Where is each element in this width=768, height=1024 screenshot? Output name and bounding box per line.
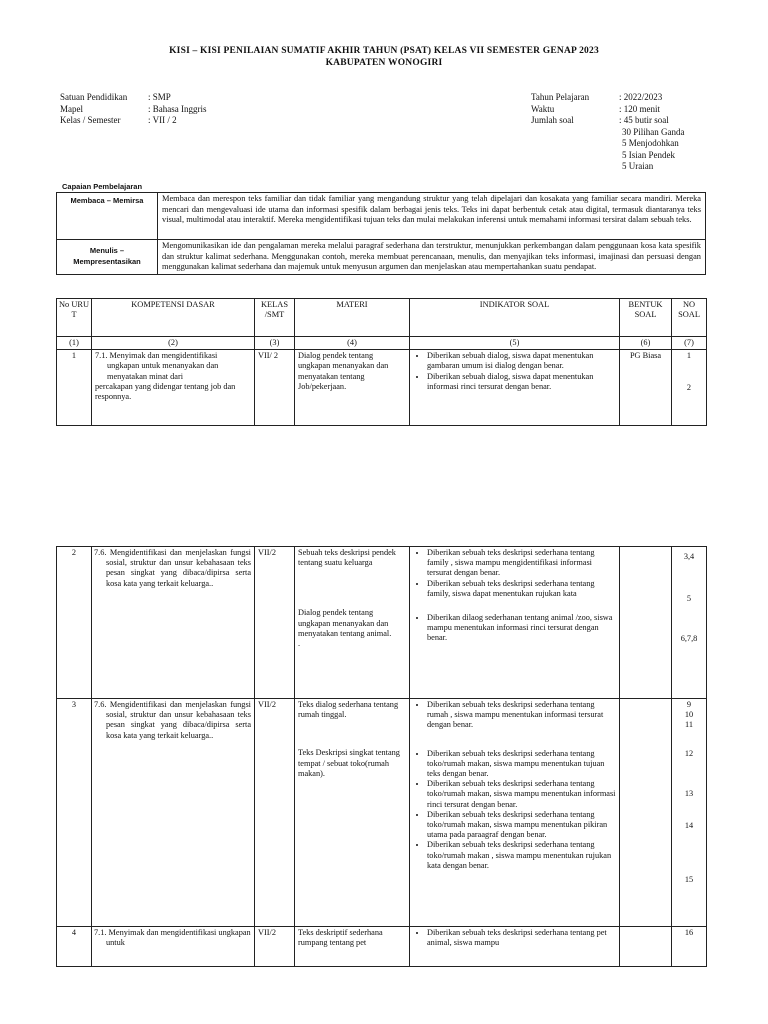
soal-number: 1 <box>686 351 692 361</box>
info-value: : SMP <box>148 92 171 102</box>
col-header-no: No URU T <box>57 299 92 337</box>
table-row <box>57 547 707 699</box>
col-header-indikator: INDIKATOR SOAL <box>410 299 620 337</box>
kd-text: 7.1. Menyimak dan mengidentifikasi ungkapan untuk menanyakan dan menyatakan minat dari <box>95 351 219 381</box>
soal-number: 9 <box>686 700 692 709</box>
indikator-item: • Diberikan sebuah dialog, siswa dapat menentukan gambaran umum isi dialog dengan benar. <box>427 351 616 371</box>
indikator-item: • Diberikan sebuah teks deskripsi sederhana tentang family , siswa mampu mengidentifikasi informasi tersurat dengan benar. <box>427 548 616 579</box>
info-label: Waktu <box>531 103 555 114</box>
info-label: Mapel <box>60 103 83 114</box>
materi-cell <box>295 547 410 699</box>
col-number: (6) <box>620 337 672 350</box>
info-value: : 45 butir soal <box>619 115 669 125</box>
soal-number: 11 <box>685 720 693 730</box>
indikator-item: • Diberikan sebuah teks deskripsi sederhana tentang pet animal, siswa mampu <box>427 928 616 948</box>
info-value: : 2022/2023 <box>619 92 663 102</box>
col-header-nosoal: NO SOAL <box>672 299 707 337</box>
soal-type: 5 Menjodohkan <box>622 138 679 148</box>
table-row <box>57 927 707 967</box>
indikator-item: • Diberikan sebuah teks deskripsi sederhana tentang rumah , siswa mampu menentukan informasi tersurat dengan benar. <box>427 700 616 731</box>
indikator-item: • Diberikan sebuah teks deskripsi sederhana tentang toko/rumah makan, siswa mampu menentukan pikiran utama pada paraagraf dengan benar. <box>427 810 616 841</box>
table-colnum-row <box>57 337 707 350</box>
capaian-row <box>57 240 706 275</box>
soal-number: 2 <box>686 383 692 393</box>
col-number: (1) <box>57 337 92 350</box>
soal-number: 15 <box>684 875 694 885</box>
row-number: 1 <box>57 350 92 426</box>
indikator-item: • Diberikan sebuah teks deskripsi sederhana tentang family, siswa dapat menentukan rujukan kata <box>427 579 616 599</box>
document-subtitle: KABUPATEN WONOGIRI <box>325 58 443 68</box>
soal-number: 6,7,8 <box>680 634 698 644</box>
bentuk-cell <box>620 699 672 927</box>
materi-text: Teks Deskripsi singkat tentang tempat / sebuat toko(rumah makan). <box>298 748 400 778</box>
col-header-kd: KOMPETENSI DASAR <box>92 299 255 337</box>
info-value: : Bahasa Inggris <box>148 103 207 114</box>
kisi-table <box>56 298 707 426</box>
soal-number: 12 <box>684 748 694 758</box>
nosoal-cell: 16 <box>672 927 707 967</box>
indikator-item: • Diberikan sebuah teks deskripsi sederhana tentang toko/rumah makan , siswa mampu menentukan rujukan kata dengan benar. <box>427 840 616 871</box>
indikator-cell <box>410 350 620 426</box>
kelas-cell: VII/2 <box>255 927 295 967</box>
indikator-item: • Diberikan sebuah teks deskripsi sederhana tentang toko/rumah makan, siswa mampu menentukan informasi rinci tersurat dengan benar. <box>427 779 616 810</box>
materi-text: Sebuah teks deskripsi pendek tentang suatu keluarga <box>298 548 396 568</box>
kd-cell: 7.1. Menyimak dan mengidentifikasi ungkapan untuk <box>92 927 255 967</box>
kelas-cell: VII/2 <box>255 699 295 927</box>
capaian-table <box>56 192 706 275</box>
indikator-item: • Diberikan sebuah teks deskripsi sederhana tentang toko/rumah makan, siswa mampu menentukan tujuan teks dengan benar. <box>427 749 616 780</box>
materi-text: . <box>298 639 301 649</box>
soal-type: 30 Pilihan Ganda <box>622 126 685 137</box>
soal-number: 14 <box>684 821 694 831</box>
col-number: (2) <box>92 337 255 350</box>
col-number: (3) <box>255 337 295 350</box>
col-header-bentuk: BENTUK SOAL <box>620 299 672 337</box>
kelas-cell: VII/ 2 <box>255 350 295 426</box>
kisi-table-continued <box>56 546 707 967</box>
col-number: (5) <box>410 337 620 350</box>
materi-text: Dialog pendek tentang ungkapan menanyakan dan menyatakan tentang animal. <box>298 608 392 638</box>
capaian-heading: Capaian Pembelajaran <box>62 182 143 191</box>
materi-text: Teks dialog sederhana tentang rumah tinggal. <box>298 700 399 720</box>
col-number: (7) <box>672 337 707 350</box>
indikator-cell <box>410 699 620 927</box>
capaian-text: Mengomunikasikan ide dan pengalaman mereka melalui paragraf sederhana dan terstruktur, menunjukkan perkembangan dalam penggunaan kosa kata spesifik dan struktur kalimat sederhana. Menggunakan contoh, mereka membuat perencanaan, menulis, dan menyajikan teks informasi, imajinasi dan persuasi dengan menggunakan kalimat sederhana dan majemuk untuk menyusun argumen dan menjelaskan atau mempertahankan suatu pendapat. <box>158 240 706 275</box>
row-number: 4 <box>57 927 92 967</box>
info-label: Satuan Pendidikan <box>60 92 128 102</box>
capaian-row <box>57 193 706 240</box>
bentuk-cell: PG Biasa <box>620 350 672 426</box>
materi-cell: Teks deskriptif sederhana rumpang tentang pet <box>295 927 410 967</box>
kd-cell <box>92 350 255 426</box>
kd-cell: 7.6. Mengidentifikasi dan menjelaskan fungsi sosial, struktur dan unsur kebahasaan teks pesan singkat yang dibaca/dipirsa serta kosa kata yang terkait keluarga.. <box>92 547 255 699</box>
info-label: Tahun Pelajaran <box>531 92 590 102</box>
kelas-cell: VII/2 <box>255 547 295 699</box>
row-number: 2 <box>57 547 92 699</box>
capaian-label: Membaca – Memirsa <box>57 193 158 240</box>
indikator-cell <box>410 927 620 967</box>
kd-cell: 7.6. Mengidentifikasi dan menjelaskan fungsi sosial, struktur dan unsur kebahasaan teks pesan singkat yang dibaca/dipirsa serta kosa kata yang terkait keluarga.. <box>92 699 255 927</box>
nosoal-cell <box>672 350 707 426</box>
table-row <box>57 699 707 927</box>
capaian-text: Membaca dan merespon teks familiar dan tidak familiar yang mengandung struktur yang telah dipelajari dan kosakata yang familiar secara mandiri. Mereka mencari dan mengevaluasi ide utama dan informasi spesifik dalam berbagai jenis teks. Teks ini dapat berbentuk cetak atau digital, termasuk diantaranya teks visual, multimodal atau interaktif. Mereka mengidentifikasi tujuan teks dan mulai melakukan inferensi untuk memahami informasi tersirat dalam sebuah teks. <box>158 193 706 240</box>
nosoal-cell <box>672 547 707 699</box>
soal-number: 10 <box>684 710 694 720</box>
indikator-item: • Diberikan sebuah dialog, siswa dapat menentukan informasi rinci tersurat dengan benar. <box>427 372 616 392</box>
table-header-row <box>57 299 707 337</box>
info-right <box>531 92 685 173</box>
col-header-materi: MATERI <box>295 299 410 337</box>
document-title: KISI – KISI PENILAIAN SUMATIF AKHIR TAHUN (PSAT) KELAS VII SEMESTER GENAP 2023 <box>169 46 599 56</box>
materi-cell <box>295 699 410 927</box>
bentuk-cell <box>620 547 672 699</box>
info-value: : VII / 2 <box>148 115 177 125</box>
col-header-kelas: KELAS /SMT <box>255 299 295 337</box>
table-row <box>57 350 707 426</box>
soal-number: 3,4 <box>683 552 695 561</box>
indikator-item: • Diberikan dilaog sederhanan tentang animal /zoo, siswa mampu menentukan informasi rinci tersurat dengan benar. <box>427 613 616 644</box>
info-value: : 120 menit <box>619 103 660 114</box>
col-number: (4) <box>295 337 410 350</box>
bentuk-cell <box>620 927 672 967</box>
soal-number: 5 <box>686 594 692 604</box>
capaian-label: Menulis – Mempresentasikan <box>57 240 158 275</box>
info-label: Jumlah soal <box>531 115 574 125</box>
soal-type: 5 Isian Pendek <box>622 149 675 160</box>
row-number: 3 <box>57 699 92 927</box>
info-label: Kelas / Semester <box>60 115 121 125</box>
soal-breakdown <box>531 127 685 173</box>
materi-cell: Dialog pendek tentang ungkapan menanyakan dan menyatakan tentang Job/pekerjaan. <box>295 350 410 426</box>
info-left <box>60 92 207 127</box>
kd-text: percakapan yang didengar tentang job dan responnya. <box>95 381 236 402</box>
nosoal-cell <box>672 699 707 927</box>
soal-number: 13 <box>684 788 694 798</box>
soal-type: 5 Uraian <box>622 161 654 171</box>
indikator-cell <box>410 547 620 699</box>
